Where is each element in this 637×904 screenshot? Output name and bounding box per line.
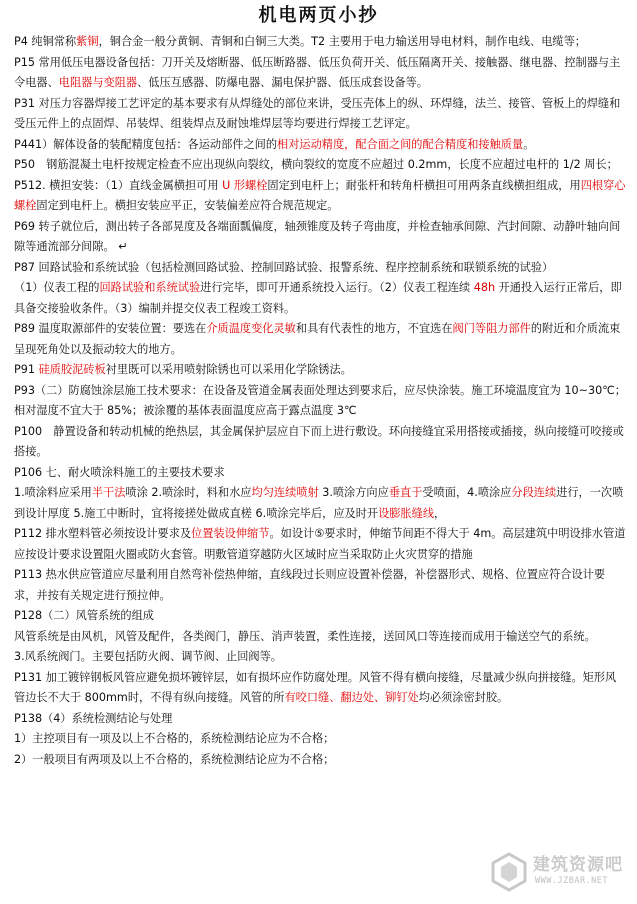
highlight-text: 分段连续	[511, 486, 557, 499]
highlight-text: 设膨胀缝线	[378, 506, 435, 520]
text-run: P100 静置设备和转动机械的绝热层，其金属保护层应自下而上进行敷设。环向接缝宜采用搭接或插接，纵向接缝可咬接或搭接。	[14, 424, 624, 458]
paragraph	[14, 422, 627, 463]
highlight-text: 均匀连续喷射	[251, 486, 319, 499]
paragraph	[14, 155, 627, 176]
highlight-text: 阀门等阻力部件	[452, 322, 531, 335]
text-run: P106 七、耐火喷涂料施工的主要技术要求	[14, 465, 225, 479]
page-title: 机电两页小抄	[258, 5, 379, 26]
text-run: 1）主控项目有一项及以上不合格的，系统检测结论应为不合格；	[14, 732, 335, 745]
watermark-url: WWW.JZBAR.NET	[535, 876, 609, 886]
text-run: 风管系统是由风机，风管及配件，各类阀门，静压、消声装置，柔性连接，送回风口等连接而成用于输送空气的系统。	[14, 629, 596, 643]
watermark-text: 建筑资源吧	[533, 855, 623, 875]
highlight-text: 位置装设伸缩节	[191, 527, 270, 540]
paragraph	[14, 381, 627, 422]
paragraph	[14, 668, 627, 709]
highlight-text: 有咬口缝、翻边处、铆钉处	[284, 691, 419, 704]
highlight-text: 相对运动精度，配合面之间的配合精度和接触质量	[277, 137, 524, 151]
text-run: 3.喷涂方向应	[318, 486, 389, 499]
highlight-text: 硅质胶泥砖板	[38, 363, 106, 376]
text-run: 和具有代表性的地方，不宜选在	[295, 322, 453, 335]
text-run: P89 温度取源部件的安装位置：要选在	[14, 322, 207, 335]
text-run: 开通投入运行正常后，即具备交接验收条件。（3）编制并提交仪表工程竣工资料。	[14, 281, 622, 315]
text-run: 固定到电杆上。横担安装应平正，安装偏差应符合规范规定。	[36, 199, 339, 212]
highlight-text: 紫铜	[76, 35, 99, 48]
paragraph	[14, 463, 627, 484]
paragraph	[14, 709, 627, 730]
paragraph	[14, 32, 627, 53]
paragraph	[14, 606, 627, 627]
paragraph	[14, 278, 627, 319]
text-run: 均必须涂密封胶。	[418, 691, 509, 704]
text-run: 1.喷涂料应采用	[14, 486, 92, 499]
text-run: P31 对压力容器焊接工艺评定的基本要求有从焊缝处的部位来讲，受压壳体上的纵、环焊缝，法兰、接管、管板上的焊缝和受压元件上的点固焊、吊装焊、组装焊点及耐蚀堆焊层等均要进行焊接工艺评定。	[14, 96, 621, 130]
highlight-text: 四根穿心螺栓	[14, 178, 626, 212]
text-run: 。	[523, 137, 535, 151]
text-run: （1）仪表工程的	[14, 281, 100, 294]
highlight-text: 48h	[473, 281, 496, 294]
text-run: 、低压互感器、防爆电器、漏电保护器、低压成套设备等。	[137, 76, 428, 89]
text-run: 。如设计⑤要求时，伸缩节间距不得大于 4m。高层建筑中明设排水管道应按设计要求设置阻火圈或防火套管。明敷管道穿越防火区域时应当采取防止火灾贯穿的措施	[14, 527, 626, 561]
text-run: 的附近和介质流束呈现死角处以及振动较大的地方。	[14, 322, 621, 356]
text-run: P512. 横担安装：（1）直线金属横担可用	[14, 178, 223, 192]
text-run: 喷涂 2.喷涂时，料和水应	[125, 486, 252, 499]
text-run: P131 加工镀锌钢板风管应避免损坏镀锌层，如有损坏应作防腐处理。风管不得有横向接缝，尽量减少纵向拼接缝。矩形风管边长不大于 800mm时，不得有纵向接缝。风管的所	[14, 670, 617, 704]
highlight-text: 回路试验和系统试验	[99, 281, 201, 294]
document-body	[0, 32, 637, 770]
text-run: P69 转子就位后，测出转子各部晃度及各端面瓢偏度，轴颈锥度及转子弯曲度，并检查轴承间隙、汽封间隙、动静叶轴向间隙等通流部分间隙。 ↵	[14, 219, 621, 253]
highlight-text: 半干法	[91, 486, 126, 499]
text-run: P93（二）防腐蚀涂层施工技术要求：在设备及管道金属表面处理达到要求后，应尽快涂装。施工环境温度宜为 10~30℃；相对湿度不宜大于 85%；被涂覆的基体表面温度应高于露点温度 3℃	[14, 383, 626, 417]
paragraph	[14, 217, 627, 258]
paragraph	[14, 565, 627, 606]
text-run: P4 纯铜常称	[14, 35, 77, 48]
text-run: ，	[434, 506, 446, 520]
text-run: P15 常用低压电器设备包括：刀开关及熔断器、低压断路器、低压负荷开关、低压隔离开关、接触器、继电器、控制器与主令电器、	[14, 55, 621, 89]
text-run: 受喷面，4.喷涂应	[422, 486, 512, 499]
text-run: P112 排水塑料管必须按设计要求及	[14, 527, 192, 540]
highlight-text: 垂直于	[388, 486, 423, 499]
text-run: P91	[14, 363, 39, 376]
paragraph	[14, 750, 627, 771]
text-run: P50 钢筋混凝土电杆按规定检查不应出现纵向裂纹，横向裂纹的宽度不应超过 0.2mm，长度不应超过电杆的 1/2 周长；	[14, 158, 618, 171]
paragraph	[14, 647, 627, 668]
hexagon-logo-icon	[489, 852, 529, 892]
text-run: 进行完毕，即可开通系统投入运行。（2）仪表工程连续	[200, 281, 474, 294]
paragraph	[14, 524, 627, 565]
text-run: P441）解体设备的装配精度包括：各运动部件之间的	[14, 137, 278, 151]
text-run: P138（4）系统检测结论与处理	[14, 711, 173, 725]
text-run: 3.风系统阀门。主要包括防火阀、调节阀、止回阀等。	[14, 650, 282, 663]
highlight-text: 电阻器与变阻器	[58, 76, 138, 89]
paragraph	[14, 135, 627, 156]
text-run: 衬里既可以采用喷射除锈也可以采用化学除锈法。	[105, 363, 352, 376]
paragraph	[14, 319, 627, 360]
text-run: P113 热水供应管道应尽量利用自然弯补偿热伸缩，直线段过长则应设置补偿器，补偿器形式、规格、位置应符合设计要求，并按有关规定进行预拉伸。	[14, 568, 606, 602]
text-run: P128（二）风管系统的组成	[14, 609, 154, 622]
watermark	[489, 846, 629, 898]
text-run: 2）一般项目有两项及以上不合格的，系统检测结论应为不合格；	[14, 752, 335, 766]
paragraph	[14, 176, 627, 217]
paragraph	[14, 627, 627, 648]
text-run: ，铜合金一般分黄铜、青铜和白铜三大类。T2 主要用于电力输送用导电材料，制作电线、电缆等；	[98, 35, 586, 48]
highlight-text: U 形螺栓	[222, 178, 268, 192]
paragraph	[14, 729, 627, 750]
paragraph	[14, 94, 627, 135]
paragraph	[14, 483, 627, 524]
paragraph	[14, 258, 627, 279]
paragraph	[14, 360, 627, 381]
text-run: P87 回路试验和系统试验（包括检测回路试验、控制回路试验、报警系统、程序控制系统和联锁系统的试验）	[14, 260, 554, 274]
text-run: 固定到电杆上；耐张杆和转角杆横担可用两条直线横担组成，用	[267, 178, 581, 192]
highlight-text: 介质温度变化灵敏	[206, 322, 296, 335]
text-run: 进行，一次喷到设计厚度 5.施工中断时，宜将接搓处做成直槎 6.喷涂完毕后，应及时开	[14, 486, 624, 520]
paragraph	[14, 53, 627, 94]
